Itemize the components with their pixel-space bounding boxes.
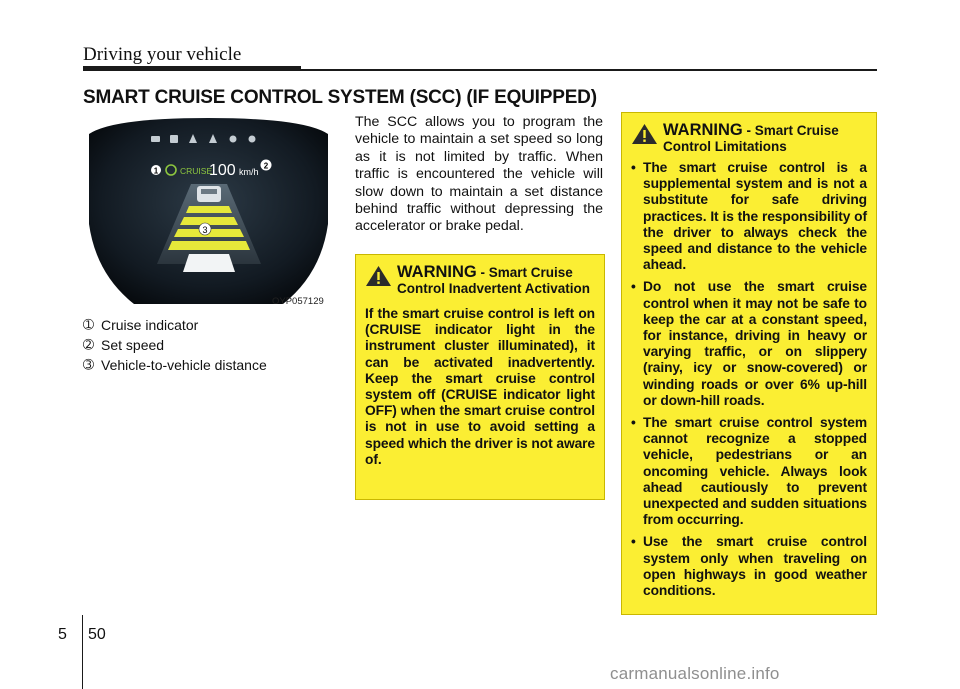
warning-header: [365, 265, 595, 296]
cruise-indicator-text: CRUISE: [180, 166, 213, 176]
warning-body: If the smart cruise control is left on (CRUISE indicator light in the instrument cluster illuminated), it can be activated inadvertently. Keep the smart cruise control system off (CRUISE indicator light OFF) when the smart cruise control is not in use to avoid setting a speed which the driver is not aware of.: [365, 306, 595, 467]
set-speed-value: 100: [209, 162, 236, 179]
list-item: [631, 534, 867, 599]
marker-3-badge: [199, 223, 211, 235]
legend-item: [83, 335, 267, 355]
legend-item: [83, 315, 267, 335]
bullet-dot: •: [631, 415, 636, 431]
marker-3: 3: [202, 225, 208, 235]
section-title: SMART CRUISE CONTROL SYSTEM (SCC) (IF EQUIPPED): [83, 87, 597, 108]
legend-label: Set speed: [101, 337, 165, 353]
footer-page-number: 50: [88, 626, 106, 643]
lead-vehicle: [197, 186, 221, 202]
bullet-dot: •: [631, 279, 636, 295]
warning-subtitle: - Smart Cruise Control Inadvertent Activation: [397, 265, 591, 296]
bullet-dot: •: [631, 534, 636, 550]
marker-1: 1: [153, 166, 159, 176]
warning-box-limitations: [621, 112, 877, 615]
list-item: [631, 415, 867, 528]
footer-divider: [82, 615, 83, 689]
bullet-text: The smart cruise control is a supplemental system and is not a substitute for safe driving practices. It is the responsibility of the driver to always check the speed and distance to the vehicle ahead.: [643, 160, 867, 273]
warning-word: WARNING: [397, 263, 477, 281]
bullet-dot: •: [631, 160, 636, 175]
legend-number: ➂: [83, 357, 94, 372]
header-rule-thick: [83, 66, 301, 71]
set-speed-unit: km/h: [239, 167, 259, 177]
warning-word: WARNING: [663, 121, 743, 139]
bullet-text: Do not use the smart cruise control when it may not be safe to keep the car at a constant speed, for instance, driving in heavy or varying traffic, or on slippery (rainy, icy or snow-covered) or winding roads or over 6% up-hill or down-hill roads.: [643, 279, 867, 408]
list-item: [631, 160, 867, 273]
chapter-title: Driving your vehicle: [83, 44, 242, 65]
cluster-illustration: [83, 114, 334, 310]
page-footer: [0, 615, 960, 689]
legend-number: ➀: [83, 317, 94, 332]
warning-triangle-icon: [631, 123, 658, 145]
intro-paragraph: The SCC allows you to program the vehicle to maintain a set speed so long as it is not limited by traffic. When traffic is encountered the vehicle will slow down to maintain a set distance behind traffic without depressing the accelerator or brake pedal.: [355, 114, 603, 235]
list-item: [631, 279, 867, 409]
warning-box-inadvertent: [355, 254, 605, 500]
warning-header: [631, 123, 867, 154]
figure-code: OYP057129: [272, 296, 324, 307]
cluster-svg: [83, 114, 334, 310]
legend-label: Vehicle-to-vehicle distance: [101, 357, 267, 373]
bullet-text: The smart cruise control system cannot recognize a stopped vehicle, pedestrians or an oncoming vehicle. Always look ahead cautiously to prevent unexpected and sudden situations from occurring.: [643, 415, 867, 528]
bullet-text: Use the smart cruise control system only when traveling on open highways in good weather conditions.: [643, 534, 867, 599]
own-vehicle: [183, 254, 235, 272]
marker-2-badge: [261, 160, 272, 171]
figure-legend: [83, 315, 267, 375]
warning-heading: [663, 123, 867, 154]
header-rule-thin: [301, 69, 877, 71]
warning-triangle-icon: [365, 265, 392, 287]
marker-2: 2: [263, 161, 269, 171]
warning-heading: [397, 265, 595, 296]
warning-bullet-list: [631, 160, 867, 599]
footer-chapter-number: 5: [58, 626, 67, 643]
legend-number: ➁: [83, 337, 94, 352]
legend-item: [83, 355, 267, 375]
warning-subtitle: - Smart Cruise Control Limitations: [663, 123, 839, 154]
watermark[interactable]: carmanualsonline.info: [610, 664, 780, 683]
legend-label: Cruise indicator: [101, 317, 199, 333]
